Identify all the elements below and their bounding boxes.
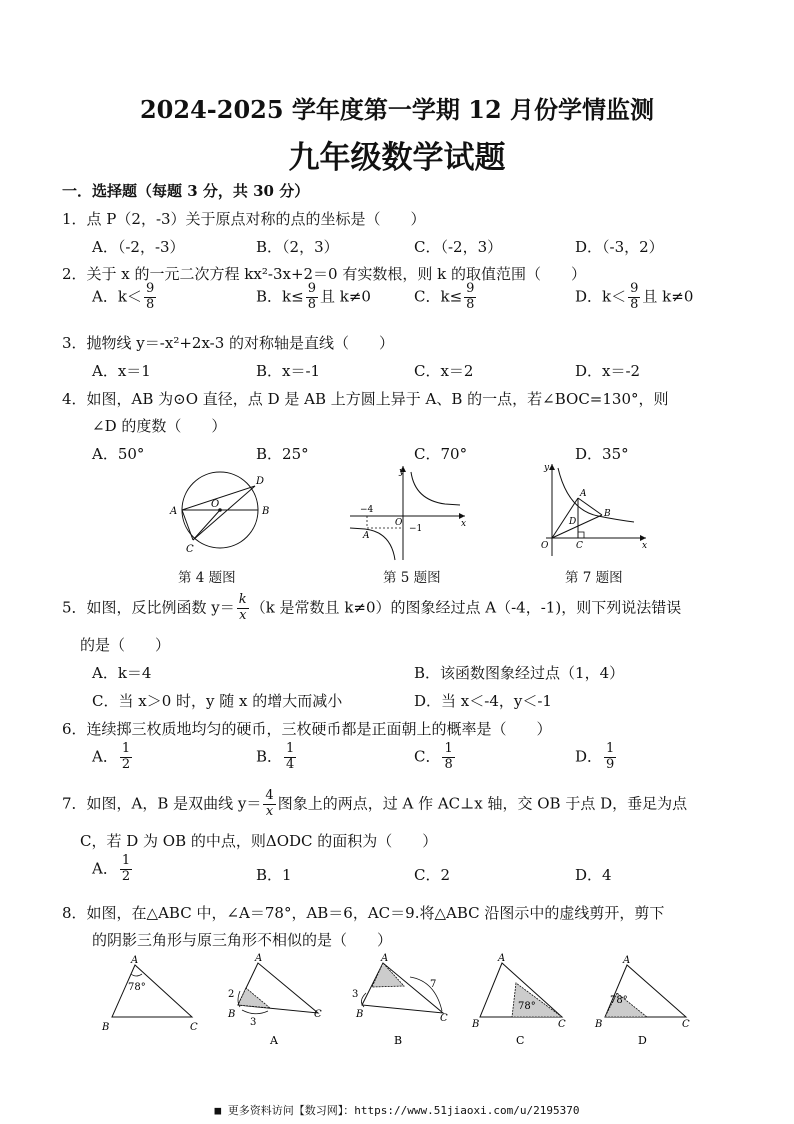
q6-b-label: B． [256, 747, 283, 766]
fig8-d-caption: D [638, 1034, 647, 1047]
q6-b-den: 4 [286, 756, 295, 772]
q3-option-b: B．x＝-1 [256, 362, 321, 380]
fig8-a-len-3: 3 [250, 1017, 257, 1028]
q6-d-den: 9 [606, 756, 615, 772]
q6-c-den: 8 [444, 756, 453, 772]
svg-text:B: B [262, 506, 270, 517]
q6-a-label: A． [92, 747, 118, 766]
q7-a-den: 2 [121, 868, 131, 884]
q7-a-num: 1 [121, 853, 131, 868]
fig8-option-a [227, 953, 322, 1047]
q1-stem: 1．点 P（2，-3）关于原点对称的点的坐标是（ ） [62, 210, 426, 228]
q7-text-pre: 7．如图，A，B 是双曲线 y＝ [62, 794, 262, 813]
svg-text:C: C [186, 544, 194, 555]
q2-option-d [575, 282, 693, 313]
figure-5-caption: 第 5 题图 [383, 570, 441, 586]
q2-d-fraction [628, 282, 640, 313]
q6-a-den: 2 [121, 756, 131, 772]
svg-text:x: x [461, 519, 467, 529]
figure-8-triangles [100, 955, 700, 1050]
svg-text:y: y [399, 467, 405, 477]
exam-title: 2024-2025 学年度第一学期 12 月份学情监测 [139, 95, 655, 124]
q2-a-num: 9 [145, 281, 155, 296]
figure-7-hyperbola [538, 460, 658, 560]
fig8-orig-c: C [190, 1022, 198, 1033]
svg-text:B: B [604, 509, 611, 519]
q5-text-post: （k 是常数且 k≠0）的图象经过点 A（-4，-1)，则下列说法错误 [250, 598, 682, 617]
q6-option-b [256, 742, 298, 773]
fig8-a-vertex-b: B [228, 1009, 236, 1020]
fig8-angle-label: 78° [128, 982, 146, 993]
svg-text:O: O [541, 541, 549, 551]
q7-option-c: C．2 [414, 866, 451, 884]
q5-option-d: D．当 x＜-4，y＜-1 [414, 692, 552, 710]
fig8-option-d [594, 955, 690, 1047]
fig8-b-len-3: 3 [352, 989, 359, 1000]
q1-option-a: A．（-2，-3） [92, 238, 185, 256]
svg-text:D: D [569, 517, 577, 527]
fig8-original-triangle [101, 955, 198, 1033]
fig8-d-vertex-b: B [595, 1019, 603, 1030]
q3-stem: 3．抛物线 y＝-x²+2x-3 的对称轴是直线（ ） [62, 334, 395, 352]
fig8-c-angle: 78° [518, 1001, 536, 1012]
fig8-orig-b: B [102, 1022, 110, 1033]
fig8-c-vertex-b: B [472, 1019, 480, 1030]
q6-b-num: 1 [286, 741, 295, 756]
figure-4-caption: 第 4 题图 [178, 570, 236, 586]
q2-a-den: 8 [145, 296, 155, 312]
q2-option-a [92, 282, 158, 313]
fig8-a-len-2: 2 [228, 989, 235, 1000]
fig8-a-vertex-c: C [314, 1009, 322, 1020]
q7-text-post: 图象上的两点，过 A 作 AC⊥x 轴，交 OB 于点 D，垂足为点 [277, 794, 688, 813]
q7-den: x [265, 803, 274, 819]
fig8-b-vertex-b: B [356, 1009, 364, 1020]
fig8-b-len-7: 7 [430, 979, 437, 990]
fig8-a-vertex-a: A [255, 953, 263, 964]
figure-4-circle [165, 468, 275, 558]
svg-text:A: A [170, 506, 178, 517]
q8-stem-line2: 的阴影三角形与原三角形不相似的是（ ） [92, 931, 393, 949]
q6-a-fraction [120, 742, 132, 773]
q6-a-num: 1 [121, 741, 131, 756]
q4-option-c: C．70° [414, 445, 468, 463]
svg-text:O: O [211, 499, 220, 510]
svg-text:A: A [580, 489, 587, 499]
svg-text:D: D [256, 476, 265, 487]
exam-subtitle: 九年级数学试题 [288, 140, 506, 176]
svg-text:x: x [642, 541, 648, 551]
q4-option-b: B．25° [256, 445, 309, 463]
q5-num: k [238, 592, 247, 607]
q5-text-pre: 5．如图，反比例函数 y＝ [62, 598, 235, 617]
q7-stem-line1 [62, 789, 687, 820]
fig8-orig-a: A [131, 955, 139, 966]
q2-stem: 2．关于 x 的一元二次方程 kx²-3x+2＝0 有实数根，则 k 的取值范围（ ） [62, 265, 586, 283]
q6-d-label: D． [575, 747, 603, 766]
q1-option-c: C．（-2，3） [414, 238, 503, 256]
q4-stem-line2: ∠D 的度数（ ） [92, 417, 227, 435]
q5-fraction [237, 593, 249, 624]
fig8-b-caption: B [394, 1034, 403, 1047]
q5-option-a: A．k＝4 [92, 664, 152, 682]
footer-link[interactable]: ■ 更多资料访问【数习网】：https://www.51jiaoxi.com/u/2195370 [214, 1104, 580, 1117]
q2-c-num: 9 [466, 281, 475, 296]
q2-d-cond: 且 k≠0 [642, 287, 694, 306]
q2-b-text: B．k≤ [256, 287, 304, 306]
q7-a-fraction [120, 854, 132, 885]
q2-d-den: 8 [630, 296, 639, 312]
q2-b-num: 9 [307, 281, 316, 296]
q7-option-d: D．4 [575, 866, 612, 884]
q4-option-a: A．50° [92, 445, 145, 463]
q7-option-b: B．1 [256, 866, 292, 884]
q6-d-fraction [604, 742, 616, 773]
q4-stem-line1: 4．如图，AB 为⊙O 直径，点 D 是 AB 上方圆上异于 A、B 的一点，若∠BOC=130°，则 [62, 390, 669, 408]
q6-option-a [92, 742, 134, 773]
q2-option-c [414, 282, 478, 313]
q1-option-b: B．（2，3） [256, 238, 339, 256]
q2-option-b [256, 282, 371, 313]
q2-b-den: 8 [307, 296, 316, 312]
q7-num: 4 [265, 788, 274, 803]
fig8-d-vertex-a: A [623, 955, 631, 966]
q5-stem-line1 [62, 593, 681, 624]
fig8-d-vertex-c: C [682, 1019, 690, 1030]
q7-option-a [92, 854, 134, 885]
q3-option-d: D．x＝-2 [575, 362, 641, 380]
q3-option-c: C．x＝2 [414, 362, 474, 380]
q5-option-c: C．当 x＞0 时，y 随 x 的增大而减小 [92, 692, 343, 710]
q7-stem-line2: C，若 D 为 OB 的中点，则ΔODC 的面积为（ ） [80, 832, 438, 850]
svg-text:−1: −1 [409, 524, 423, 534]
q6-stem: 6．连续掷三枚质地均匀的硬币，三枚硬币都是正面朝上的概率是（ ） [62, 720, 552, 738]
q6-option-d [575, 742, 618, 773]
q4-option-d: D．35° [575, 445, 629, 463]
section-heading: 一．选择题（每题 3 分，共 30 分） [62, 182, 310, 200]
figure-7-caption: 第 7 题图 [565, 570, 623, 586]
svg-text:A: A [363, 531, 370, 541]
q6-c-fraction [442, 742, 454, 773]
q2-b-fraction [306, 282, 318, 313]
q2-c-text: C．k≤ [414, 287, 463, 306]
fig8-a-caption: A [270, 1034, 278, 1047]
q6-c-label: C． [414, 747, 441, 766]
fig8-c-caption: C [516, 1034, 525, 1047]
fig8-c-vertex-a: A [498, 953, 506, 964]
q2-d-text: D．k＜ [575, 287, 627, 306]
q8-stem-line1: 8．如图，在△ABC 中，∠A＝78°，AB＝6，AC＝9.将△ABC 沿图示中的虚线剪开，剪下 [62, 904, 665, 922]
q5-stem-line2: 的是（ ） [80, 636, 171, 654]
q6-b-fraction [284, 742, 296, 773]
fig8-option-b [352, 953, 448, 1047]
q1-option-d: D．（-3，2） [575, 238, 664, 256]
fig8-c-vertex-c: C [558, 1019, 566, 1030]
fig8-d-angle: 78° [610, 995, 628, 1006]
q6-c-num: 1 [444, 741, 453, 756]
q7-fraction [263, 789, 275, 820]
svg-text:y: y [544, 463, 550, 473]
q5-option-b: B．该函数图象经过点（1，4） [414, 664, 625, 682]
svg-text:O: O [395, 518, 403, 528]
q2-d-num: 9 [630, 281, 639, 296]
q2-c-fraction [464, 282, 476, 313]
fig8-b-vertex-a: A [381, 953, 389, 964]
q6-option-c [414, 742, 457, 773]
q2-a-fraction [144, 282, 156, 313]
q2-b-cond: 且 k≠0 [319, 287, 371, 306]
svg-text:C: C [576, 541, 583, 551]
q3-option-a: A．x＝1 [92, 362, 151, 380]
svg-text:−4: −4 [360, 505, 374, 515]
q7-a-label: A． [92, 859, 118, 878]
q2-a-text: A．k＜ [92, 287, 142, 306]
q5-den: x [239, 607, 247, 623]
q2-c-den: 8 [466, 296, 475, 312]
fig8-b-vertex-c: C [440, 1013, 448, 1024]
fig8-option-c [471, 953, 566, 1047]
figure-5-hyperbola [345, 462, 475, 562]
q6-d-num: 1 [606, 741, 615, 756]
